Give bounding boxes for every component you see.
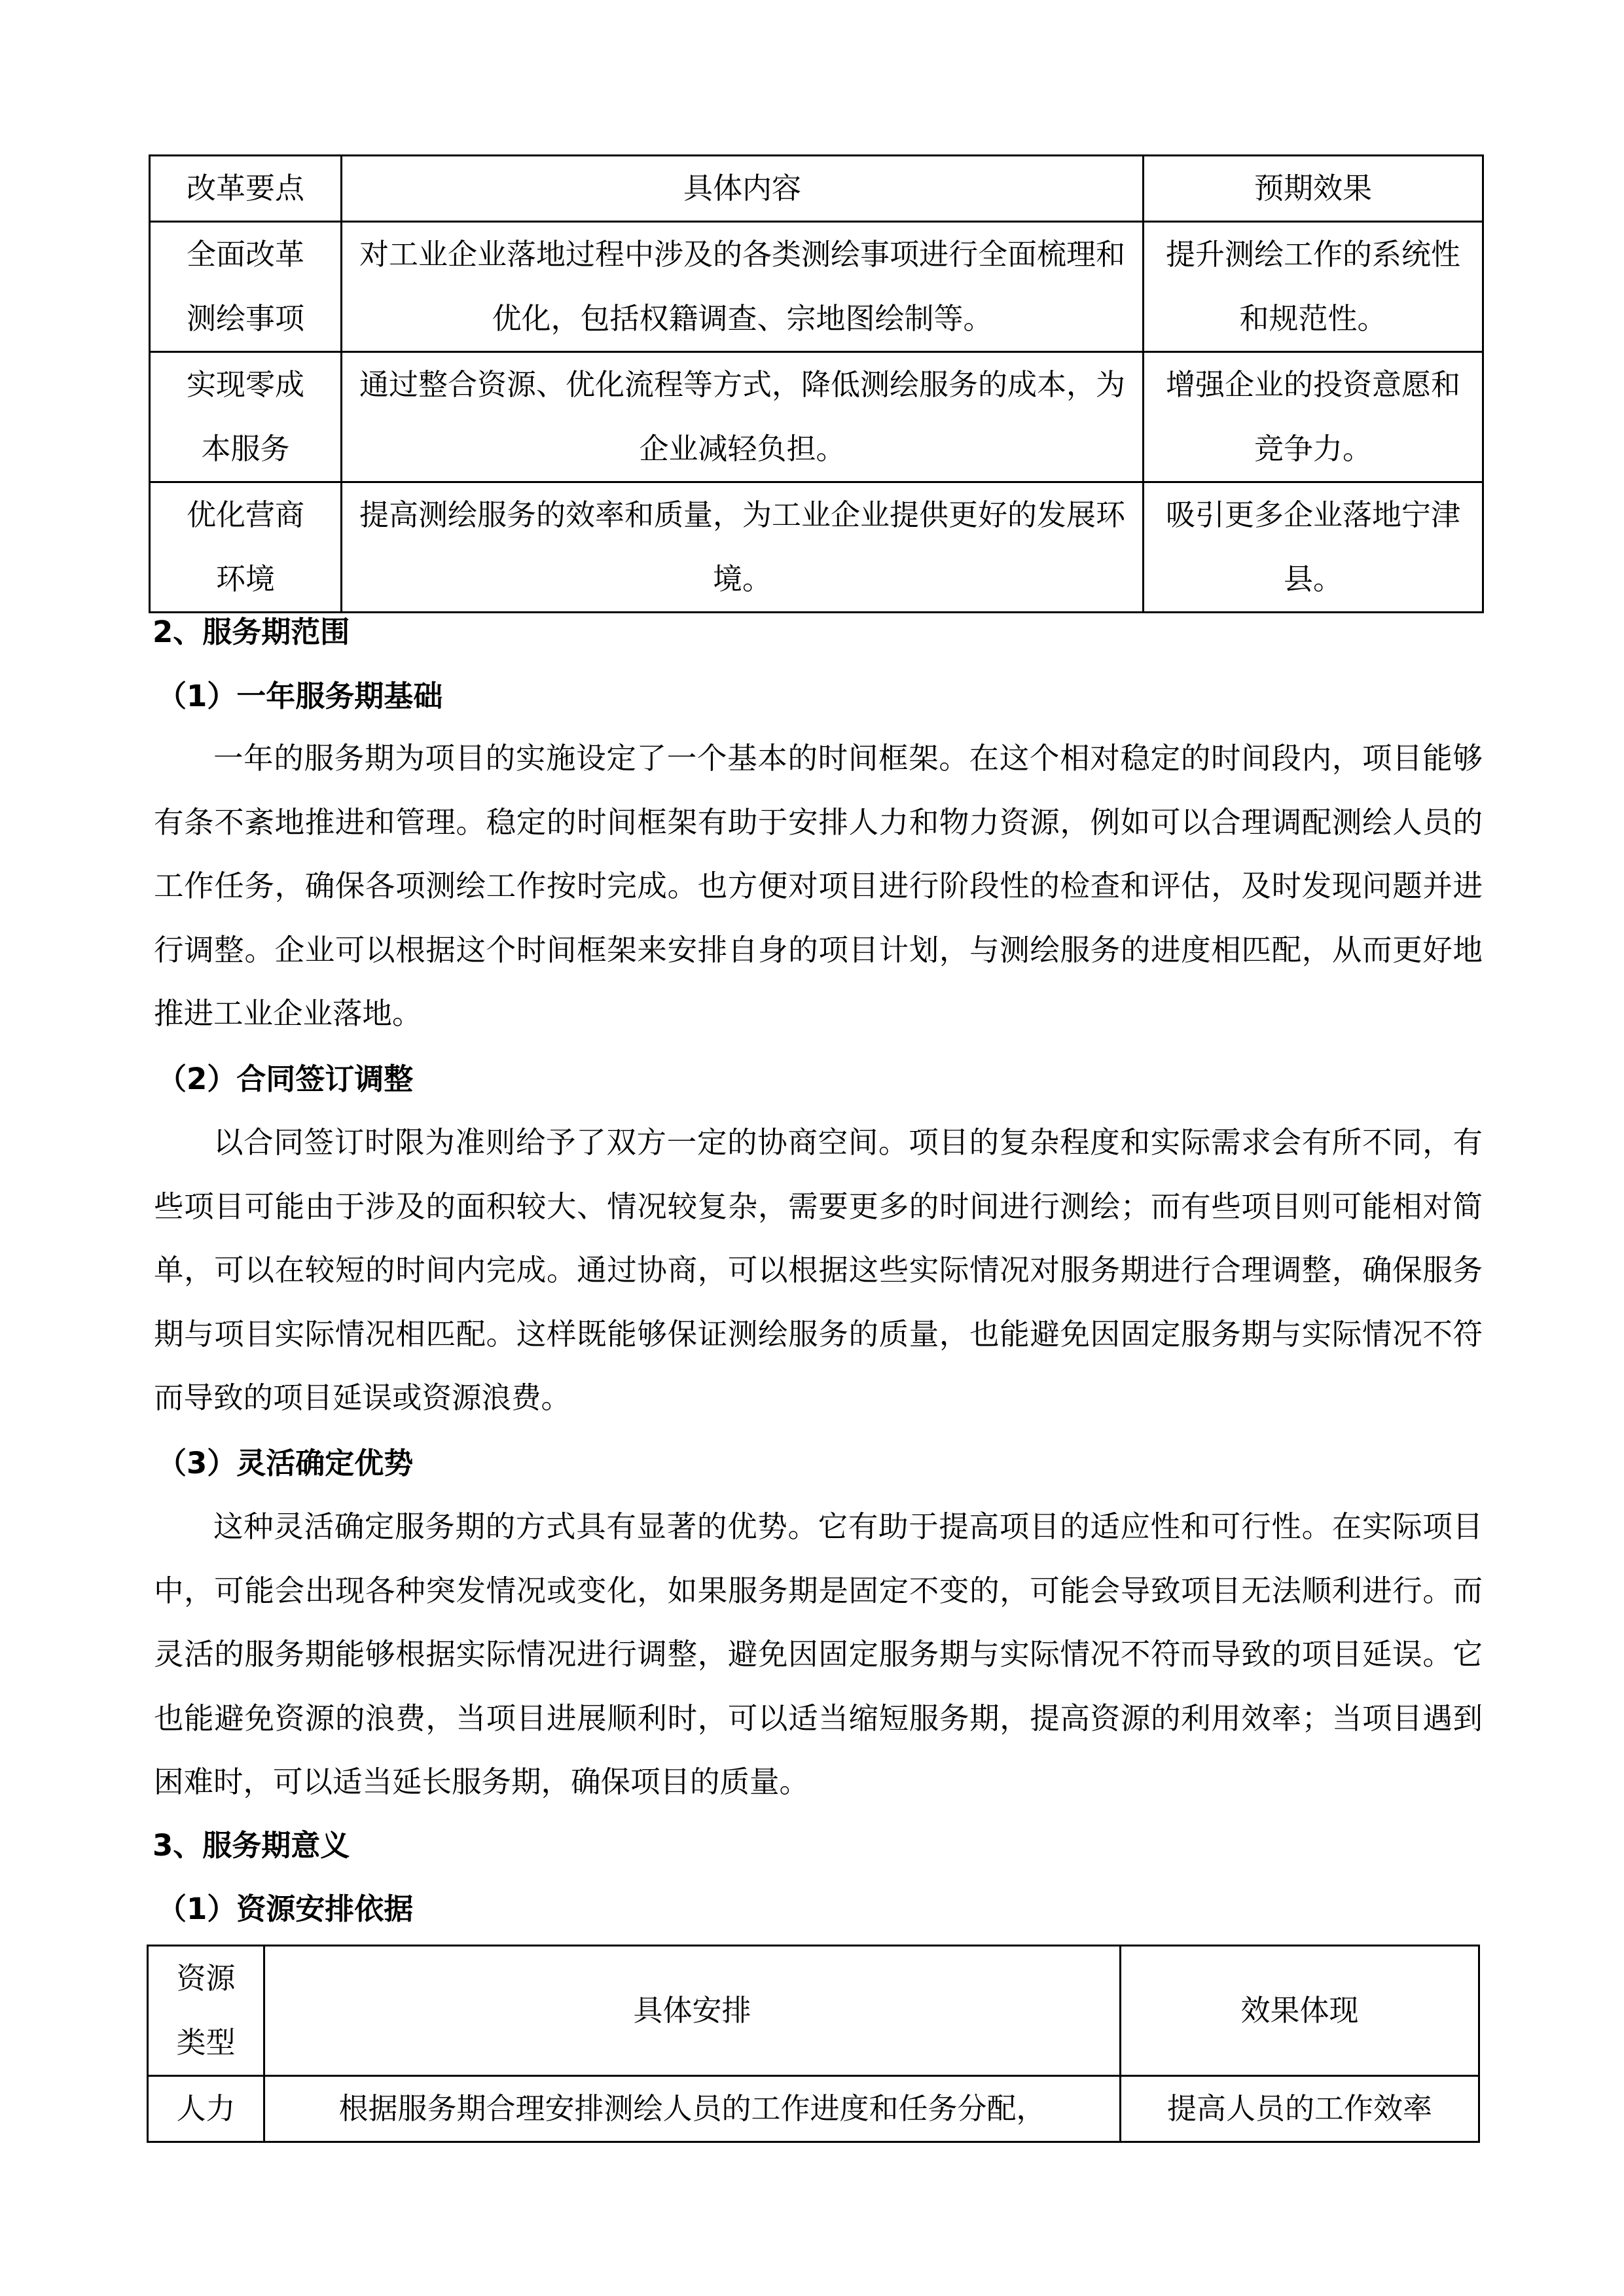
header-cell: 资源类型 bbox=[148, 1946, 264, 2076]
table-cell: 人力 bbox=[148, 2076, 264, 2142]
table-cell: 通过整合资源、优化流程等方式，降低测绘服务的成本，为企业减轻负担。 bbox=[342, 352, 1144, 482]
header-cell: 具体安排 bbox=[264, 1946, 1121, 2076]
section-heading: 3、服务期意义 bbox=[153, 1828, 350, 1863]
table-header-row bbox=[150, 156, 1483, 222]
subsection-heading: （1）一年服务期基础 bbox=[157, 679, 443, 713]
table-cell: 实现零成本服务 bbox=[150, 352, 342, 482]
resource-arrangement-table bbox=[147, 1945, 1480, 2143]
header-cell: 具体内容 bbox=[342, 156, 1144, 222]
table-cell: 提升测绘工作的系统性和规范性。 bbox=[1144, 222, 1483, 352]
subsection-heading: （3）灵活确定优势 bbox=[157, 1446, 414, 1480]
table-cell: 吸引更多企业落地宁津县。 bbox=[1144, 482, 1483, 613]
subsection-heading: （1）资源安排依据 bbox=[157, 1892, 414, 1926]
table-row bbox=[150, 352, 1483, 482]
subsection-heading: （2）合同签订调整 bbox=[157, 1062, 414, 1096]
section-heading: 2、服务期范围 bbox=[153, 615, 350, 649]
table-cell: 全面改革测绘事项 bbox=[150, 222, 342, 352]
table-header-row bbox=[148, 1946, 1479, 2076]
header-cell: 预期效果 bbox=[1144, 156, 1483, 222]
table-cell: 对工业企业落地过程中涉及的各类测绘事项进行全面梳理和优化，包括权籍调查、宗地图绘制等。 bbox=[342, 222, 1144, 352]
paragraph: 这种灵活确定服务期的方式具有显著的优势。它有助于提高项目的适应性和可行性。在实际项目中，可能会出现各种突发情况或变化，如果服务期是固定不变的，可能会导致项目无法顺利进行。而灵活的服务期能够根据实际情况进行调整，避免因固定服务期与实际情况不符而导致的项目延误。它也能避免资源的浪费，当项目进展顺利时，可以适当缩短服务期，提高资源的利用效率；当项目遇到困难时，可以适当延长服务期，确保项目的质量。 bbox=[154, 1509, 1483, 1799]
table-row bbox=[148, 2076, 1479, 2142]
header-cell: 改革要点 bbox=[150, 156, 342, 222]
paragraph: 以合同签订时限为准则给予了双方一定的协商空间。项目的复杂程度和实际需求会有所不同，有些项目可能由于涉及的面积较大、情况较复杂，需要更多的时间进行测绘；而有些项目则可能相对简单，可以在较短的时间内完成。通过协商，可以根据这些实际情况对服务期进行合理调整，确保服务期与项目实际情况相匹配。这样既能够保证测绘服务的质量，也能避免因固定服务期与实际情况不符而导致的项目延误或资源浪费。 bbox=[154, 1125, 1483, 1415]
paragraph: 一年的服务期为项目的实施设定了一个基本的时间框架。在这个相对稳定的时间段内，项目能够有条不紊地推进和管理。稳定的时间框架有助于安排人力和物力资源，例如可以合理调配测绘人员的工作任务，确保各项测绘工作按时完成。也方便对项目进行阶段性的检查和评估，及时发现问题并进行调整。企业可以根据这个时间框架来安排自身的项目计划，与测绘服务的进度相匹配，从而更好地推进工业企业落地。 bbox=[154, 741, 1483, 1031]
table-cell: 优化营商环境 bbox=[150, 482, 342, 613]
table-cell: 提高测绘服务的效率和质量，为工业企业提供更好的发展环境。 bbox=[342, 482, 1144, 613]
table-cell: 增强企业的投资意愿和竞争力。 bbox=[1144, 352, 1483, 482]
table-row bbox=[150, 222, 1483, 352]
header-cell: 效果体现 bbox=[1121, 1946, 1479, 2076]
table-cell: 根据服务期合理安排测绘人员的工作进度和任务分配， bbox=[264, 2076, 1121, 2142]
reform-points-table bbox=[149, 154, 1484, 613]
table-cell: 提高人员的工作效率 bbox=[1121, 2076, 1479, 2142]
table-row bbox=[150, 482, 1483, 613]
